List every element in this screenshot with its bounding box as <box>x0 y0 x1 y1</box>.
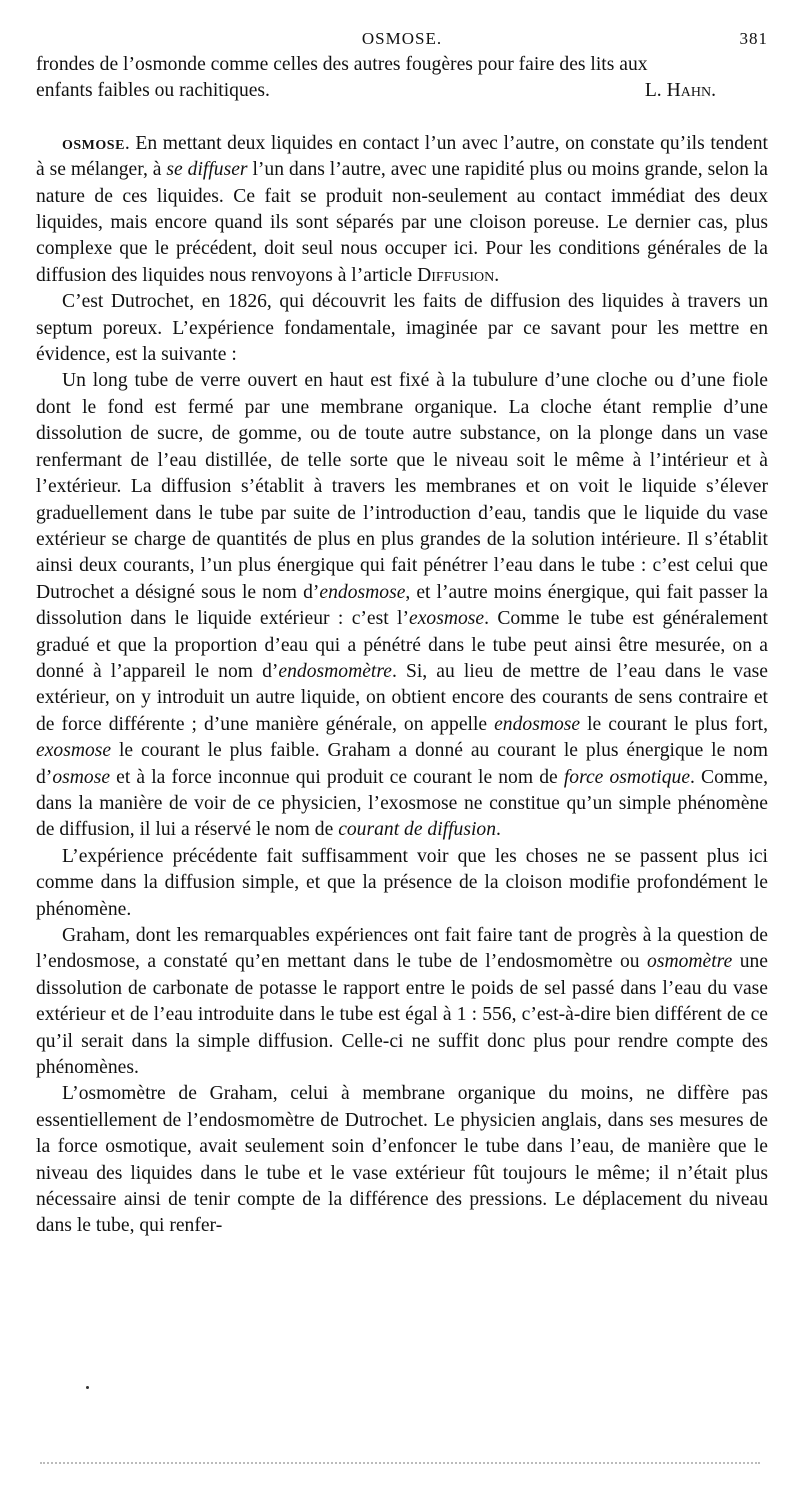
cross-reference: Diffusion <box>417 264 495 286</box>
carryover-line: frondes de l’osmonde comme celles des autres fougères pour faire des lits aux <box>36 54 648 75</box>
carryover-last-line <box>36 78 768 104</box>
paragraph-3: Un long tube de verre ouvert en haut est fixé à la tubulure d’une cloche ou d’une fiole dont le fond est fermé par une membrane organique. La cloche étant remplie d’une dissolution de sucre, de gomme, ou de toute autre substance, on la plonge dans un vase renfermant de l’eau distillée, de telle sorte que le niveau soit le même à l’intérieur et à l’extérieur. La diffusion s’établit à travers les membranes et on voit le liquide s’élever graduellement dans le tube par suite de l’introduction d’eau, tandis que le liquide du vase extérieur se charge de quantités de plus en plus grandes de la solution intérieure. Il s’établit ainsi deux courants, l’un plus énergique qui fait pénétrer l’eau dans le tube : c’est celui que Dutrochet a désigné sous le nom d’endosmose, et l’autre moins énergique, qui fait passer la dissolution dans le liquide extérieur : c’est l’exosmose. Comme le tube est généralement gradué et que la proportion d’eau qui a pénétré dans le tube peut ainsi être mesurée, on a donné à l’appareil le nom d’endosmomètre. Si, au lieu de mettre de l’eau dans le vase extérieur, on y introduit un autre liquide, on obtient encore des courants de sens contraire et de force différente ; d’une manière générale, on appelle endosmose le courant le plus fort, exosmose le courant le plus faible. Graham a donné au courant le plus énergique le nom d’osmose et à la force inconnue qui produit ce courant le nom de force osmotique. Comme, dans la manière de voir de ce physicien, l’exosmose ne constitue qu’un simple phénomène de diffusion, il lui a réservé le nom de courant de diffusion. <box>36 370 769 841</box>
paragraph-1: osmose. En mettant deux liquides en contact l’un avec l’autre, on constate qu’ils tendent à se mélanger, à se diffuser l’un dans l’autre, avec une rapidité plus ou moins grande, selon la nature de ces liquides. Ce fait se produit non-seulement au contact immédiat des deux liquides, mais encore quand ils sont séparés par une cloison poreuse. Le dernier cas, plus complexe que le précédent, doit seul nous occuper ici. Pour les conditions générales de la diffusion des liquides nous renvoyons à l’article Diffusion. <box>36 132 768 286</box>
print-speck <box>86 1386 89 1389</box>
carryover-text: enfants faibles ou rachitiques. <box>36 80 270 102</box>
author-signature: L. Hahn. <box>644 80 716 102</box>
paragraph-4: L’expérience précédente fait suffisamment voir que les choses ne se passent plus ici comme dans la diffusion simple, et que la présence de la cloison modifie profondément le phénomène. <box>36 845 768 920</box>
running-title: OSMOSE. <box>361 29 443 48</box>
paragraph-5: Graham, dont les remarquables expériences ont fait faire tant de progrès à la question de l’endosmose, a constaté qu’en mettant dans le tube de l’endosmomètre ou osmomètre une dissolution de carbonate de potasse le rapport entre le poids de sel passé dans l’eau du vase extérieur et de l’eau introduite dans le tube est égal à 1 : 556, c’est-à-dire bien différent de ce qu’il serait dans la simple diffusion. Celle-ci ne suffit donc plus pour rendre compte des phénomènes. <box>36 925 768 1079</box>
page-number: 381 <box>739 29 768 48</box>
running-header <box>36 26 768 52</box>
paragraph-2: C’est Dutrochet, en 1826, qui découvrit les faits de diffusion des liquides à travers un septum poreux. L’expérience fondamentale, imaginée par ce savant pour les mettre en évidence, est la suivante : <box>36 291 768 366</box>
scan-noise-line <box>40 1462 760 1466</box>
paragraph-6: L’osmomètre de Graham, celui à membrane organique du moins, ne diffère pas essentiellement de l’endosmomètre de Dutrochet. Le physicien anglais, dans ses mesures de la force osmotique, avait seulement soin d’enfoncer le tube dans l’eau, de manière que le niveau des liquides dans le tube et le vase extérieur fût toujours le même; il n’était plus nécessaire ainsi de tenir compte de la différence des pressions. Le déplacement du niveau dans le tube, qui renfer- <box>36 1083 768 1237</box>
article-headword: osmose <box>62 132 125 154</box>
